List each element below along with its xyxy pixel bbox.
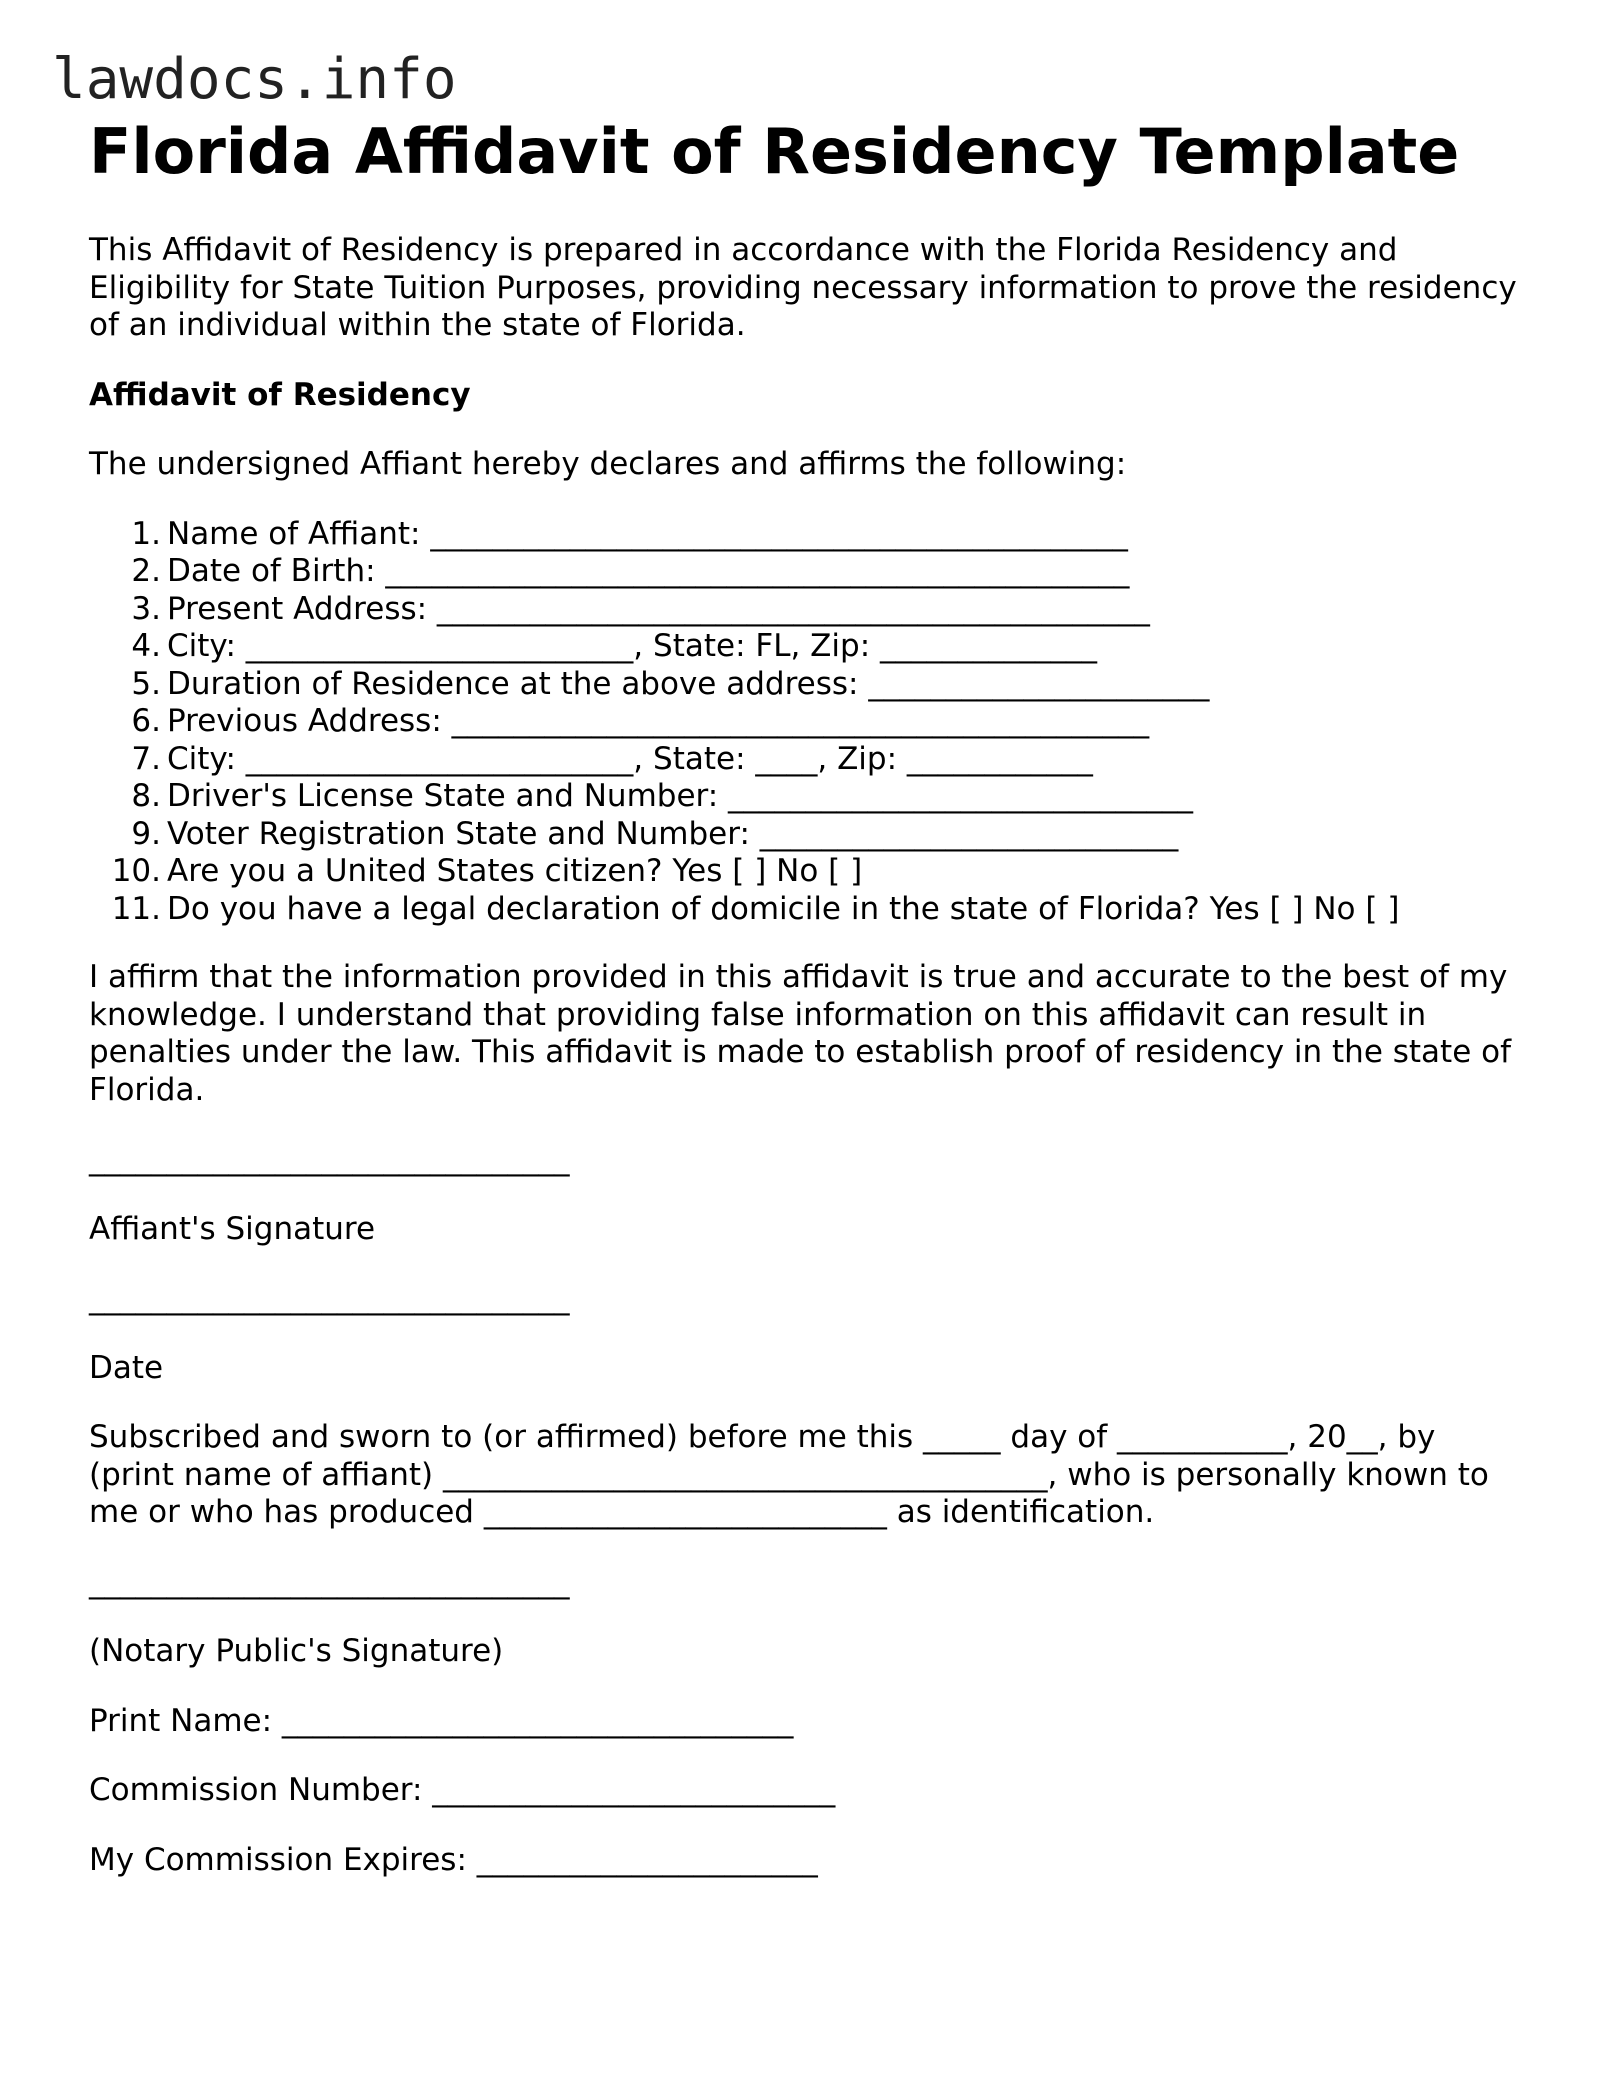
date-line: _______________________________ (89, 1280, 570, 1316)
field-number: 8. (131, 778, 161, 814)
page-title: Florida Affidavit of Residency Template (89, 115, 1460, 188)
field-text: Present Address: ______________________________________________ (167, 590, 1150, 627)
field-drivers-license (89, 778, 1529, 816)
field-text: Are you a United States citizen? Yes [ ] No [ ] (167, 853, 863, 889)
field-text: Duration of Residence at the above address: ______________________ (167, 665, 1210, 702)
intro-paragraph: This Affidavit of Residency is prepared in accordance with the Florida Residency and Eligibility for State Tuition Purposes, providing necessary information to prove the residency of an individual within the state of Florida. (89, 232, 1517, 343)
field-number: 2. (131, 553, 161, 589)
print-name-line: Print Name: _________________________________ (89, 1702, 794, 1739)
field-text: City: _________________________, State: FL, Zip: ______________ (167, 628, 1097, 664)
commission-expires-line: My Commission Expires: ______________________ (89, 1841, 818, 1878)
field-number: 6. (131, 703, 161, 739)
field-text: Voter Registration State and Number: ___________________________ (167, 815, 1179, 852)
field-date-of-birth (89, 553, 1529, 591)
affiant-fields-list (89, 516, 1529, 929)
field-voter-registration (89, 816, 1529, 854)
field-us-citizen (89, 853, 1529, 891)
field-previous-city-state-zip (89, 741, 1529, 779)
field-text: Date of Birth: ________________________________________________ (167, 553, 1130, 589)
field-text: Do you have a legal declaration of domicile in the state of Florida? Yes [ ] No [ ] (167, 890, 1400, 927)
field-number: 3. (131, 590, 161, 627)
field-present-address (89, 591, 1529, 629)
field-text: Previous Address: _____________________________________________ (167, 703, 1150, 739)
field-number: 11. (111, 890, 161, 927)
site-watermark: lawdocs.info (52, 47, 457, 112)
field-name-of-affiant (89, 516, 1529, 554)
commission-number-line: Commission Number: __________________________ (89, 1772, 836, 1808)
field-number: 7. (131, 740, 161, 777)
lead-sentence: The undersigned Affiant hereby declares and affirms the following: (89, 446, 1127, 482)
field-number: 9. (131, 815, 161, 852)
section-heading: Affidavit of Residency (89, 376, 471, 413)
field-number: 10. (111, 853, 161, 889)
field-number: 1. (131, 515, 161, 552)
affiant-signature-line: _______________________________ (89, 1141, 570, 1177)
field-text: City: _________________________, State: ____, Zip: ____________ (167, 740, 1093, 777)
field-number: 4. (131, 628, 161, 664)
field-number: 5. (131, 665, 161, 702)
notary-signature-line: _______________________________ (89, 1563, 570, 1600)
document-body (89, 232, 1529, 1911)
affirmation-paragraph: I affirm that the information provided in this affidavit is true and accurate to the best of my knowledge. I understand that providing false information on this affidavit can result in penalties under the law. This affidavit is made to establish proof of residency in the state of Florida. (89, 959, 1512, 1108)
field-previous-address (89, 703, 1529, 741)
field-text: Name of Affiant: _____________________________________________ (167, 515, 1128, 552)
field-duration-of-residence (89, 666, 1529, 704)
affiant-signature-label: Affiant's Signature (89, 1210, 376, 1247)
date-label: Date (89, 1349, 164, 1386)
field-text: Driver's License State and Number: ______________________________ (167, 778, 1194, 814)
notary-signature-label: (Notary Public's Signature) (89, 1633, 504, 1669)
field-city-state-zip (89, 628, 1529, 666)
notary-statement: Subscribed and sworn to (or affirmed) before me this _____ day of ___________, 20__, by (print name of affiant) _______________________________________, who is personally known to me or who has produced __________________________ as identification. (89, 1419, 1489, 1530)
field-domicile-declaration (89, 891, 1529, 929)
